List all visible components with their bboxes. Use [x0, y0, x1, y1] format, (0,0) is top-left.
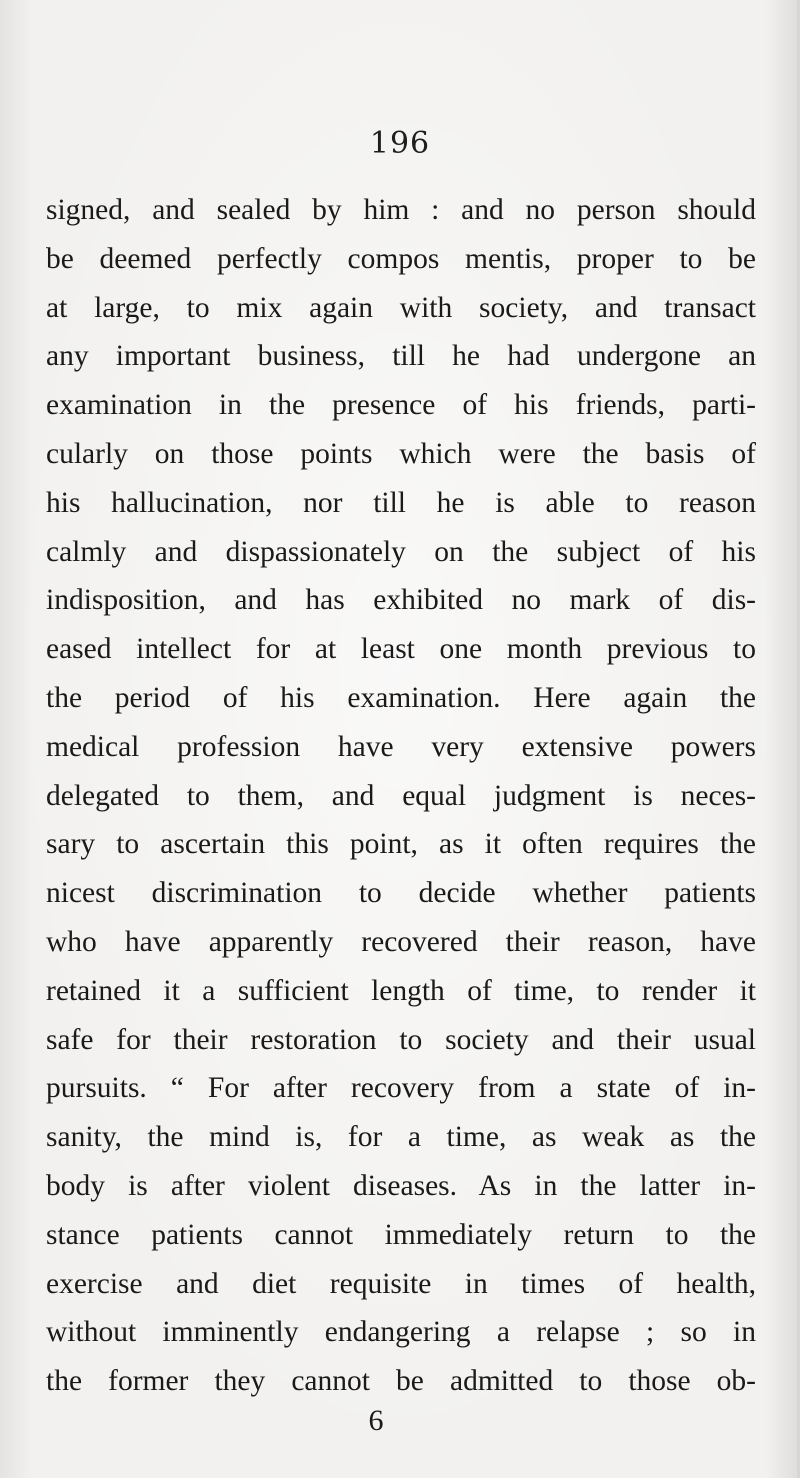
- body-text: [46, 186, 756, 1406]
- text-line: without imminently endangering a relapse ; so in: [46, 1316, 756, 1349]
- text-line: retained it a sufficient length of time, to render it: [46, 974, 756, 1007]
- text-line: his hallucination, nor till he is able to reason: [46, 486, 756, 519]
- text-line: at large, to mix again with society, and transact: [46, 291, 756, 324]
- text-line: medical profession have very extensive powers: [46, 730, 756, 763]
- text-line: pursuits. “ For after recovery from a state of in-: [46, 1072, 756, 1105]
- text-line: exercise and diet requisite in times of health,: [46, 1267, 756, 1300]
- text-line: delegated to them, and equal judgment is neces-: [46, 779, 756, 812]
- text-line: the period of his examination. Here again the: [46, 681, 756, 714]
- text-line: cularly on those points which were the basis of: [46, 437, 756, 470]
- text-line: examination in the presence of his friends, parti-: [46, 389, 756, 422]
- text-line: stance patients cannot immediately return to the: [46, 1218, 756, 1251]
- text-line: signed, and sealed by him : and no person should: [46, 194, 756, 226]
- text-line: nicest discrimination to decide whether patients: [46, 877, 756, 910]
- text-line: body is after violent diseases. As in the latter in-: [46, 1169, 756, 1202]
- text-line: any important business, till he had undergone an: [46, 340, 756, 373]
- text-line: eased intellect for at least one month previous to: [46, 633, 756, 666]
- page-number: 196: [369, 126, 431, 161]
- text-line: be deemed perfectly compos mentis, proper to be: [46, 242, 756, 275]
- text-line: sanity, the mind is, for a time, as weak as the: [46, 1121, 756, 1154]
- text-line: indisposition, and has exhibited no mark of dis-: [46, 584, 756, 617]
- text-line: calmly and dispassionately on the subject of his: [46, 535, 756, 568]
- signature-mark: 6: [368, 1404, 384, 1437]
- text-line: safe for their restoration to society and their usual: [46, 1023, 756, 1056]
- text-line: who have apparently recovered their reason, have: [46, 925, 756, 958]
- text-line: the former they cannot be admitted to those ob-: [46, 1365, 756, 1398]
- text-line: sary to ascertain this point, as it often requires the: [46, 828, 756, 861]
